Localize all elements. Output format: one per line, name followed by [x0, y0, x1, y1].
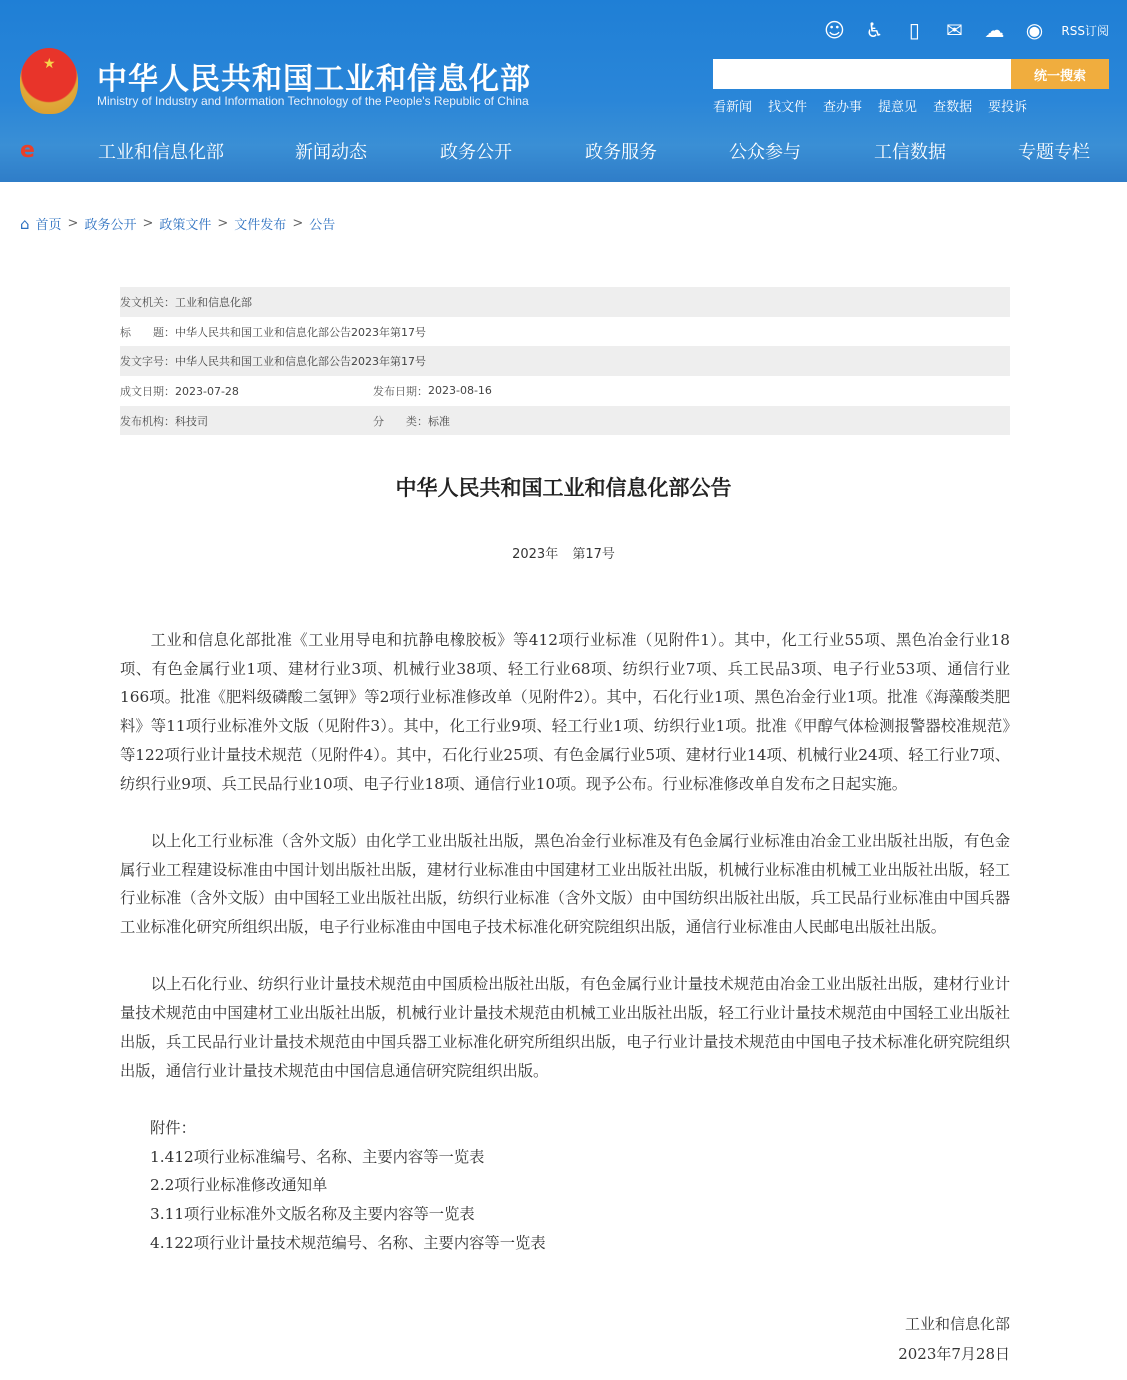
nav-item-topics[interactable]: 专题专栏 — [1018, 142, 1090, 163]
quick-link-files[interactable]: 找文件 — [768, 100, 808, 115]
quick-link-feedback[interactable]: 提意见 — [878, 100, 918, 115]
nav-item-public-affairs[interactable]: 政务公开 — [440, 142, 512, 163]
accessibility-icon[interactable]: ♿ — [865, 18, 884, 42]
robot-icon[interactable]: ☺ — [823, 18, 845, 42]
nav-item-services[interactable]: 政务服务 — [585, 142, 657, 163]
meta-label: 发文机关： — [120, 295, 175, 309]
nav-item-ministry[interactable]: 工业和信息化部 — [98, 142, 224, 163]
meta-label: 成文日期： — [120, 384, 175, 398]
quick-link-services[interactable]: 查办事 — [823, 100, 863, 115]
breadcrumb-file-release[interactable]: 文件发布 — [234, 218, 287, 233]
mail-icon[interactable]: ✉ — [946, 18, 963, 42]
weibo-icon[interactable]: ◉ — [1025, 18, 1044, 42]
breadcrumb-notice[interactable]: 公告 — [309, 218, 336, 233]
meta-value: 中华人民共和国工业和信息化部公告2023年第17号 — [175, 355, 426, 369]
meta-value: 2023-08-16 — [428, 384, 492, 398]
site-subtitle: Ministry of Industry and Information Technology of the People's Republic of China — [97, 94, 529, 108]
nav-item-news[interactable]: 新闻动态 — [295, 142, 367, 163]
search-input[interactable] — [713, 59, 1011, 89]
attachment-link[interactable]: 3.11项行业标准外文版名称及主要内容等一览表 — [150, 1205, 475, 1224]
quick-link-data[interactable]: 查数据 — [933, 100, 973, 115]
meta-label: 发布机构： — [120, 414, 175, 428]
attachment-link[interactable]: 4.122项行业计量技术规范编号、名称、主要内容等一览表 — [150, 1233, 546, 1252]
breadcrumb-separator: > — [217, 216, 229, 231]
breadcrumb-home[interactable]: 首页 — [35, 218, 62, 233]
paragraph: 工业和信息化部批准《工业用导电和抗静电橡胶板》等412项行业标准（见附件1）。其中，化工行业55项、黑色冶金行业18项、有色金属行业1项、建材行业3项、机械行业38项、轻工行业68项、纺织行业7项、兵工民品3项、电子行业53项、通信行业166项。批准《肥料级磷酸二氢钾》等2项行业标准修改单（见附件2）。其中，石化行业1项、黑色冶金行业1项。批准《海藻酸类肥料》等11项行业标准外文版（见附件3）。其中，化工行业9项、轻工行业1项、纺织行业1项。批准《甲醇气体检测报警器校准规范》等122项行业计量技术规范（见附件4）。其中，石化行业25项、有色金属行业5项、建材行业14项、机械行业24项、轻工行业7项、纺织行业9项、兵工民品行业10项、电子行业18项、通信行业10项。现予公布。行业标准修改单自发布之日起实施。 — [120, 631, 1010, 793]
site-header — [0, 0, 1127, 182]
meta-label: 发文字号： — [120, 355, 175, 369]
meta-label: 标 题： — [120, 325, 175, 339]
mobile-icon[interactable]: ▯ — [908, 18, 920, 42]
breadcrumb — [20, 214, 335, 233]
signature: 工业和信息化部 — [904, 1315, 1010, 1333]
meta-value: 标准 — [428, 414, 450, 428]
article-title: 中华人民共和国工业和信息化部公告 — [395, 476, 732, 500]
paragraph: 以上石化行业、纺织行业计量技术规范由中国质检出版社出版，有色金属行业计量技术规范由冶金工业出版社出版，建材行业计量技术规范由中国建材工业出版社出版，机械行业计量技术规范由机械工业出版社出版，轻工行业计量技术规范由中国轻工业出版社出版，兵工民品行业计量技术规范由中国兵器工业标准化研究所组织出版，电子行业计量技术规范由中国电子技术标准化研究院组织出版，通信行业计量技术规范由中国信息通信研究院组织出版。 — [120, 975, 1010, 1080]
signature-date: 2023年7月28日 — [898, 1345, 1010, 1363]
breadcrumb-public-affairs[interactable]: 政务公开 — [84, 218, 137, 233]
quick-link-complaint[interactable]: 要投诉 — [988, 100, 1028, 115]
meta-value: 工业和信息化部 — [175, 295, 252, 309]
breadcrumb-policy-files[interactable]: 政策文件 — [159, 218, 212, 233]
attachment-link[interactable]: 2.2项行业标准修改通知单 — [150, 1176, 328, 1195]
article-number: 2023年 第17号 — [512, 547, 615, 562]
national-emblem-logo[interactable]: ★ — [20, 48, 78, 114]
meta-row-org — [120, 406, 1010, 436]
header-tools — [821, 18, 1109, 42]
meta-value: 科技司 — [175, 414, 208, 428]
meta-value: 2023-07-28 — [175, 384, 239, 398]
attachments-label: 附件： — [150, 1118, 196, 1137]
search-bar — [713, 59, 1109, 89]
home-icon[interactable]: ⌂ — [20, 214, 30, 233]
paragraph: 以上化工行业标准（含外文版）由化学工业出版社出版，黑色冶金行业标准及有色金属行业标准由冶金工业出版社出版，有色金属行业工程建设标准由中国计划出版社出版，建材行业标准由中国建材工业出版社出版，机械行业标准由机械工业出版社出版，轻工行业标准（含外文版）由中国轻工业出版社出版，纺织行业标准（含外文版）由中国纺织出版社出版，兵工民品行业标准由中国兵器工业标准化研究所组织出版，电子行业标准由中国电子技术标准化研究院组织出版，通信行业标准由人民邮电出版社出版。 — [120, 831, 1010, 937]
meta-row-dates — [120, 376, 1010, 406]
nav-item-data[interactable]: 工信数据 — [874, 142, 946, 163]
main-nav — [0, 132, 1127, 172]
meta-row-title — [120, 317, 1010, 347]
document-metadata — [120, 287, 1010, 435]
meta-row-docno — [120, 346, 1010, 376]
meta-label: 发布日期： — [373, 384, 428, 398]
meta-value: 中华人民共和国工业和信息化部公告2023年第17号 — [175, 325, 426, 339]
breadcrumb-separator: > — [67, 216, 79, 231]
rss-link[interactable]: RSS订阅 — [1061, 23, 1109, 38]
quick-links — [713, 96, 1027, 115]
article-body — [120, 626, 1010, 1257]
nav-item-participation[interactable]: 公众参与 — [729, 142, 801, 163]
signature-block — [898, 1309, 1010, 1369]
wechat-icon[interactable]: ☁ — [984, 18, 1005, 42]
meta-row-issuer — [120, 287, 1010, 317]
quick-link-news[interactable]: 看新闻 — [713, 100, 753, 115]
breadcrumb-separator: > — [142, 216, 154, 231]
attachment-link[interactable]: 1.412项行业标准编号、名称、主要内容等一览表 — [150, 1147, 485, 1166]
site-title[interactable]: 中华人民共和国工业和信息化部 — [97, 62, 531, 97]
meta-label: 分 类： — [373, 414, 428, 428]
breadcrumb-separator: > — [292, 216, 304, 231]
search-button[interactable]: 统一搜索 — [1011, 59, 1109, 89]
e-logo-icon[interactable]: e — [20, 138, 35, 163]
